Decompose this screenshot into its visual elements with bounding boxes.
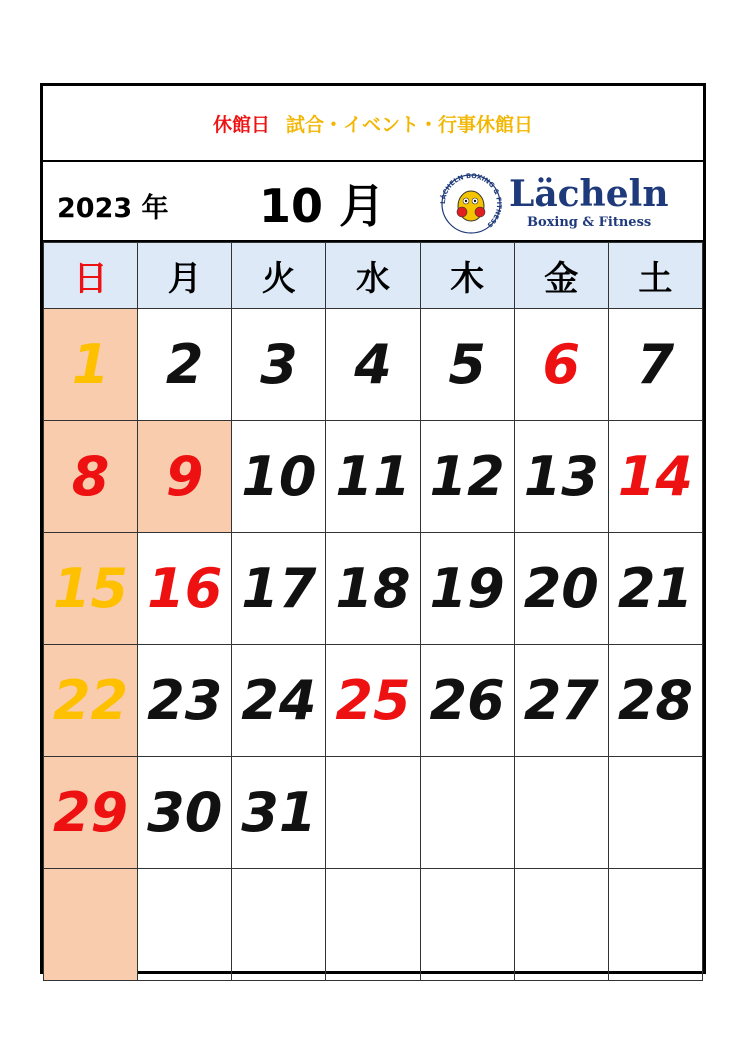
day-cell: 13 <box>514 421 608 533</box>
day-cell <box>514 869 608 981</box>
week-row <box>44 309 703 421</box>
calendar-table <box>43 242 703 981</box>
day-cell <box>232 869 326 981</box>
day-cell: 9 <box>138 421 232 533</box>
day-cell: 17 <box>232 533 326 645</box>
logo-graphic <box>435 168 675 236</box>
day-cell: 7 <box>608 309 702 421</box>
weekday-wed: 水 <box>326 243 420 309</box>
week-row <box>44 757 703 869</box>
logo-ring-text: LÄCHELN BOXING & FITNESS <box>438 171 504 230</box>
day-cell: 20 <box>514 533 608 645</box>
day-cell: 24 <box>232 645 326 757</box>
day-cell: 23 <box>138 645 232 757</box>
weekday-header-row <box>44 243 703 309</box>
logo-name: Lächeln <box>509 173 669 215</box>
title-row <box>43 162 703 242</box>
lacheln-logo <box>435 168 675 236</box>
day-cell: 6 <box>514 309 608 421</box>
week-row <box>44 645 703 757</box>
legend-event-closed-day: 試合・イベント・行事休館日 <box>286 113 534 136</box>
day-cell: 2 <box>138 309 232 421</box>
weekday-tue: 火 <box>232 243 326 309</box>
weekday-mon: 月 <box>138 243 232 309</box>
day-cell: 4 <box>326 309 420 421</box>
day-cell: 10 <box>232 421 326 533</box>
calendar-grid <box>43 242 703 971</box>
day-cell <box>420 757 514 869</box>
day-cell: 18 <box>326 533 420 645</box>
day-cell: 25 <box>326 645 420 757</box>
day-cell: 16 <box>138 533 232 645</box>
month-label: 10 月 <box>259 179 386 233</box>
day-cell: 28 <box>608 645 702 757</box>
day-cell: 19 <box>420 533 514 645</box>
day-cell: 30 <box>138 757 232 869</box>
weekday-sat: 土 <box>608 243 702 309</box>
weekday-fri: 金 <box>514 243 608 309</box>
day-cell: 27 <box>514 645 608 757</box>
day-cell: 29 <box>44 757 138 869</box>
day-cell: 1 <box>44 309 138 421</box>
day-cell: 26 <box>420 645 514 757</box>
day-cell: 5 <box>420 309 514 421</box>
day-cell: 21 <box>608 533 702 645</box>
day-cell: 3 <box>232 309 326 421</box>
day-cell: 15 <box>44 533 138 645</box>
day-cell: 11 <box>326 421 420 533</box>
day-cell <box>326 869 420 981</box>
day-cell <box>608 869 702 981</box>
legend-row <box>43 86 703 162</box>
week-row <box>44 533 703 645</box>
day-cell <box>326 757 420 869</box>
week-row <box>44 869 703 981</box>
weekday-sun: 日 <box>44 243 138 309</box>
day-cell <box>514 757 608 869</box>
weekday-thu: 木 <box>420 243 514 309</box>
week-row <box>44 421 703 533</box>
day-cell <box>420 869 514 981</box>
day-cell: 14 <box>608 421 702 533</box>
year-label: 2023 年 <box>57 193 169 224</box>
logo-subtitle: Boxing & Fitness <box>527 215 652 230</box>
day-cell <box>608 757 702 869</box>
day-cell <box>138 869 232 981</box>
day-cell: 22 <box>44 645 138 757</box>
day-cell <box>44 869 138 981</box>
calendar-frame <box>40 83 706 974</box>
day-cell: 8 <box>44 421 138 533</box>
day-cell: 31 <box>232 757 326 869</box>
legend-closed-day: 休館日 <box>212 113 270 136</box>
day-cell: 12 <box>420 421 514 533</box>
